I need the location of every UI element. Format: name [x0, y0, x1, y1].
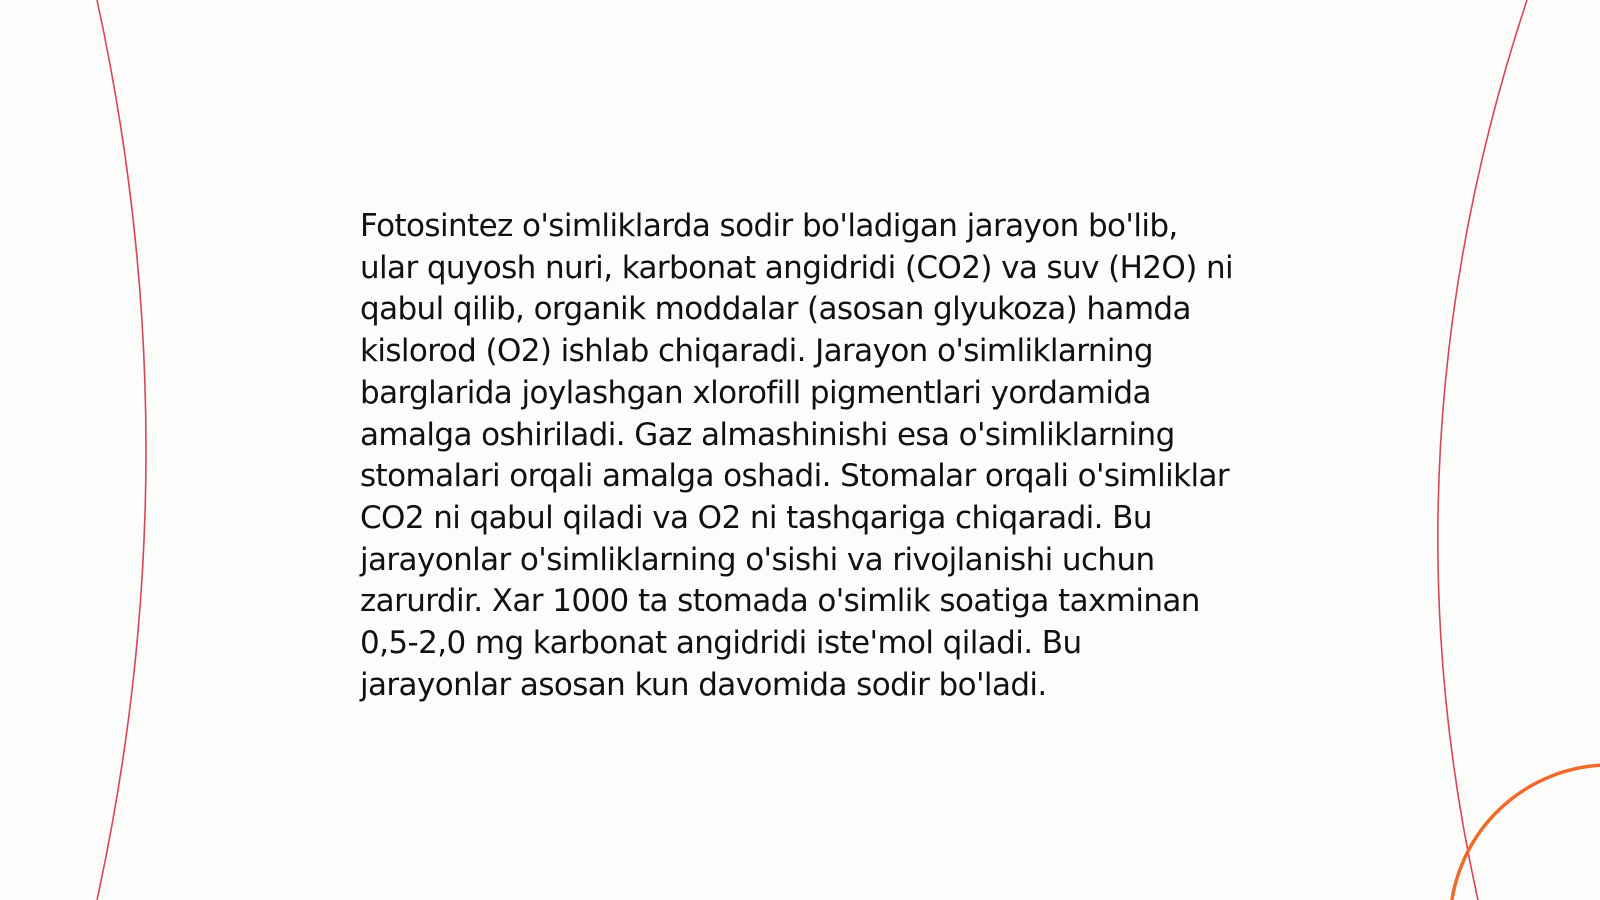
left-curve-line — [97, 0, 146, 900]
orange-arc — [1450, 765, 1600, 900]
right-curve-line — [1438, 0, 1527, 900]
body-paragraph: Fotosintez o'simliklarda sodir bo'ladigan jarayon bo'lib, ular quyosh nuri, karbonat angidridi (CO2) va suv (H2O) ni qabul qilib, organik moddalar (asosan glyukoza) hamda kislorod (O2) ishlab chiqaradi. Jarayon o'simliklarning barglarida joylashgan xlorofill pigmentlari yordamida amalga oshiriladi. Gaz almashinishi esa o'simliklarning stomalari orqali amalga oshadi. Stomalar orqali o'simliklar CO2 ni qabul qiladi va O2 ni tashqariga chiqaradi. Bu jarayonlar o'simliklarning o'sishi va rivojlanishi uchun zarurdir. Xar 1000 ta stomada o'simlik soatiga taxminan 0,5-2,0 mg karbonat angidridi iste'mol qiladi. Bu jarayonlar asosan kun davomida sodir bo'ladi. — [360, 208, 1234, 703]
